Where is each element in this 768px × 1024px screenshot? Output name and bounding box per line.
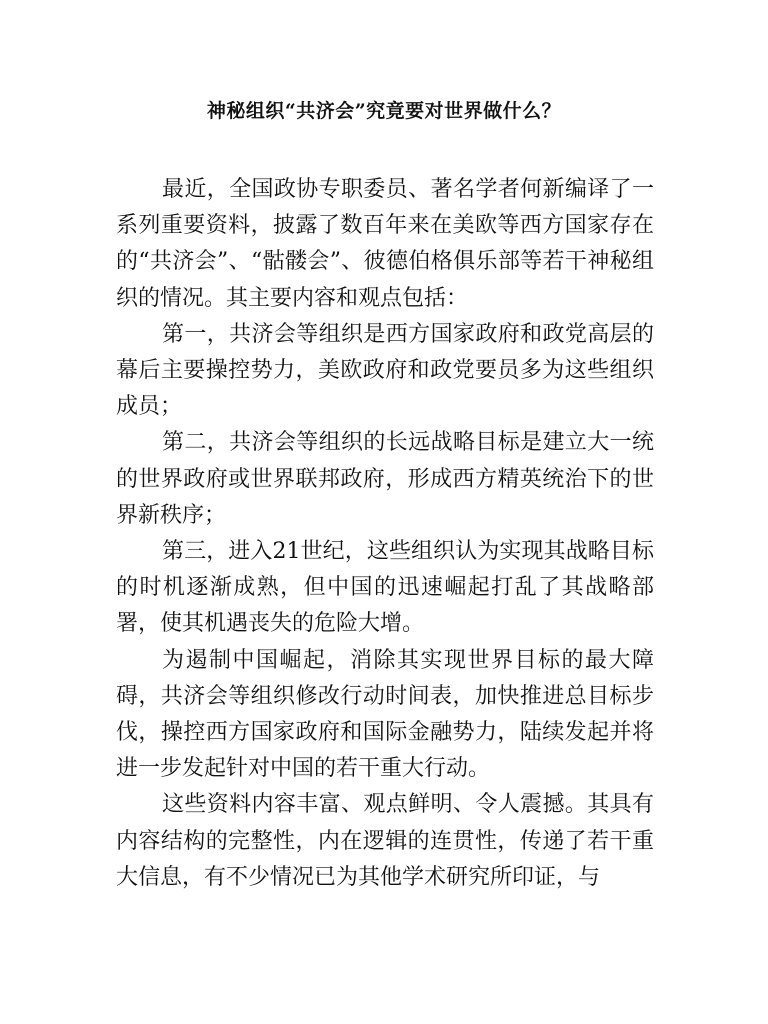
paragraph-point-two: 第二，共济会等组织的长远战略目标是建立大一统的世界政府或世界联邦政府，形成西方精英统治下的世界新秩序； [116, 430, 654, 528]
paragraph-containment: 为遏制中国崛起，消除其实现世界目标的最大障碍，共济会等组织修改行动时间表，加快推进总目标步伐，操控西方国家政府和国际金融势力，陆续发起并将进一步发起针对中国的若干重大行动。 [116, 647, 654, 782]
paragraph-point-three: 第三，进入21世纪，这些组织认为实现其战略目标的时机逐渐成熟，但中国的迅速崛起打乱了其战略部署，使其机遇丧失的危险大增。 [116, 539, 654, 637]
document-body [116, 172, 654, 896]
paragraph-point-one: 第一，共济会等组织是西方国家政府和政党高层的幕后主要操控势力，美欧政府和政党要员多为这些组织成员； [116, 321, 654, 420]
document-title: 神秘组织“共济会”究竟要对世界做什么？ [206, 100, 562, 122]
paragraph-assessment: 这些资料内容丰富、观点鲜明、令人震撼。其具有内容结构的完整性，内在逻辑的连贯性，传递了若干重大信息，有不少情况已为其他学术研究所印证，与 [116, 792, 654, 890]
paragraph-intro: 最近，全国政协专职委员、著名学者何新编译了一系列重要资料，披露了数百年来在美欧等西方国家存在的“共济会”、“骷髅会”、彼德伯格俱乐部等若干神秘组织的情况。其主要内容和观点包括： [116, 177, 654, 311]
